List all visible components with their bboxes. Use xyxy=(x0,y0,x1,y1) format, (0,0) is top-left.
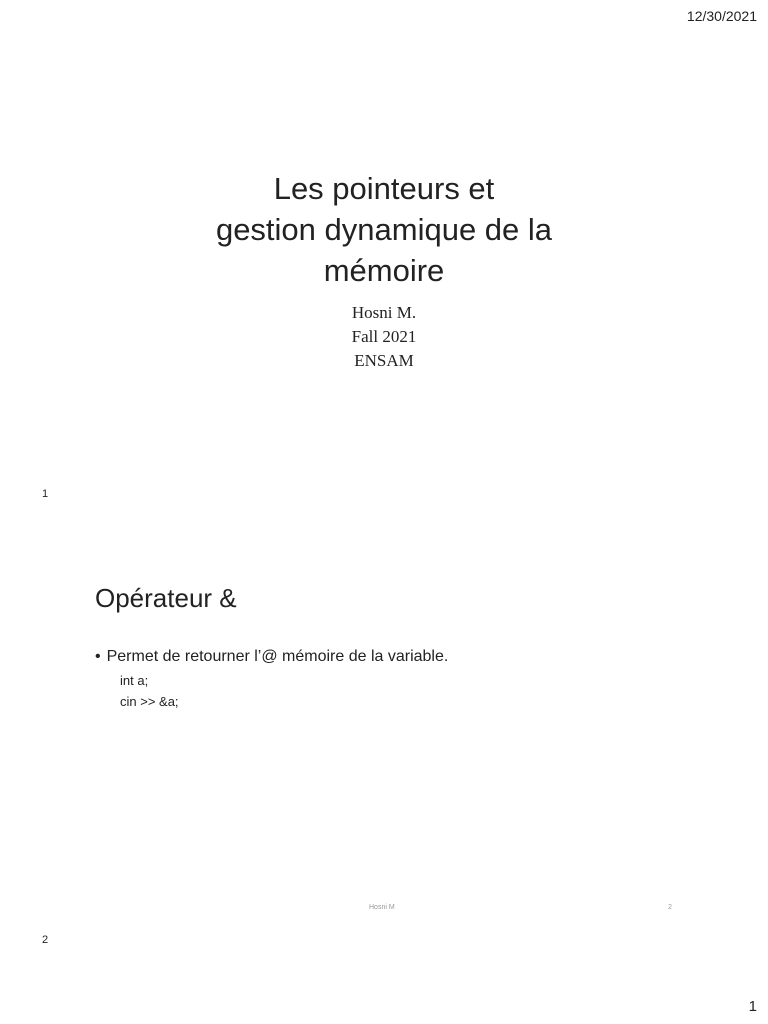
page-date: 12/30/2021 xyxy=(686,8,757,24)
slide-1-subtitle xyxy=(0,301,768,373)
slide-footer-author: Hosni M xyxy=(369,904,395,911)
code-line: cin >> &a; xyxy=(120,694,179,709)
slide-index-label: 2 xyxy=(42,934,49,946)
slide-index-label: 1 xyxy=(42,488,49,500)
slide-footer-number: 2 xyxy=(668,904,672,911)
slide-1-title-line: gestion dynamique de la xyxy=(215,212,553,247)
semester: Fall 2021 xyxy=(351,327,417,346)
code-line: int a; xyxy=(120,673,149,688)
institution: ENSAM xyxy=(354,351,414,370)
bullet-text: Permet de retourner l’@ mémoire de la variable. xyxy=(106,648,449,665)
bullet-icon: • xyxy=(95,648,101,665)
slide-2-heading: Opérateur & xyxy=(95,583,237,613)
slide-1-title xyxy=(0,168,768,291)
slide-1-title-line: mémoire xyxy=(323,253,445,288)
slide-1-title-line: Les pointeurs et xyxy=(273,171,495,206)
slide-2-bullet xyxy=(95,648,448,666)
author-name: Hosni M. xyxy=(351,303,417,322)
page-number: 1 xyxy=(748,998,757,1015)
